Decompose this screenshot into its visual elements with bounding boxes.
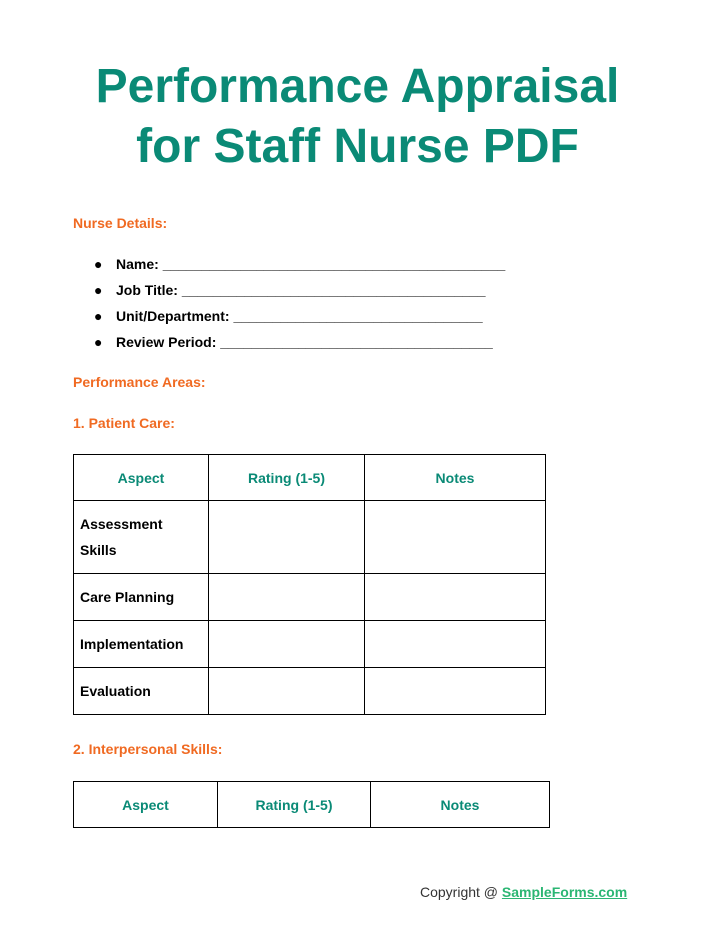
list-item-job-title: [73, 279, 505, 305]
aspect-cell: Assessment Skills: [74, 501, 209, 574]
notes-cell[interactable]: [365, 501, 546, 574]
name-label: Name:: [116, 256, 163, 272]
unit-department-label: Unit/Department:: [116, 308, 234, 324]
sampleforms-link[interactable]: SampleForms.com: [501, 884, 628, 900]
patient-care-table: [73, 454, 546, 715]
list-item-name: [73, 253, 505, 279]
rating-cell[interactable]: [209, 621, 365, 668]
notes-cell[interactable]: [365, 574, 546, 621]
rating-cell[interactable]: [209, 501, 365, 574]
job-title-label: Job Title:: [116, 282, 182, 298]
table-row: [74, 501, 546, 574]
nurse-details-list: [73, 253, 505, 357]
aspect-cell: Evaluation: [74, 668, 209, 715]
table-header-row: [74, 782, 550, 828]
table-row: [74, 621, 546, 668]
table-row: [74, 574, 546, 621]
column-header-rating: Rating (1-5): [218, 782, 371, 828]
bullet-icon: ●: [94, 308, 103, 324]
review-period-label: Review Period:: [116, 334, 221, 350]
aspect-cell: Implementation: [74, 621, 209, 668]
bullet-icon: ●: [94, 256, 103, 272]
review-period-blank-line[interactable]: ___________________________________: [220, 334, 493, 350]
page-title-line-2: for Staff Nurse PDF: [136, 120, 579, 173]
rating-cell[interactable]: [209, 668, 365, 715]
table-header-row: [74, 455, 546, 501]
copyright-prefix: Copyright @: [420, 884, 502, 900]
aspect-cell: Care Planning: [74, 574, 209, 621]
column-header-aspect: Aspect: [74, 782, 218, 828]
nurse-details-heading: Nurse Details:: [73, 215, 168, 231]
interpersonal-skills-heading: 2. Interpersonal Skills:: [73, 741, 223, 757]
bullet-icon: ●: [94, 282, 103, 298]
notes-cell[interactable]: [365, 621, 546, 668]
table-row: [74, 668, 546, 715]
notes-cell[interactable]: [365, 668, 546, 715]
list-item-review-period: [73, 331, 505, 357]
bullet-icon: ●: [94, 334, 103, 350]
name-blank-line[interactable]: ____________________________________________: [162, 256, 506, 272]
column-header-aspect: Aspect: [74, 455, 209, 501]
column-header-notes: Notes: [365, 455, 546, 501]
page-title: [0, 57, 715, 177]
unit-department-blank-line[interactable]: ________________________________: [233, 308, 483, 324]
patient-care-heading: 1. Patient Care:: [73, 415, 175, 431]
page-title-line-1: Performance Appraisal: [95, 60, 620, 113]
copyright-footer: [420, 884, 627, 900]
rating-cell[interactable]: [209, 574, 365, 621]
column-header-notes: Notes: [371, 782, 550, 828]
list-item-unit-department: [73, 305, 505, 331]
performance-areas-heading: Performance Areas:: [73, 374, 206, 390]
column-header-rating: Rating (1-5): [209, 455, 365, 501]
interpersonal-skills-table: [73, 781, 550, 828]
job-title-blank-line[interactable]: _______________________________________: [181, 282, 486, 298]
